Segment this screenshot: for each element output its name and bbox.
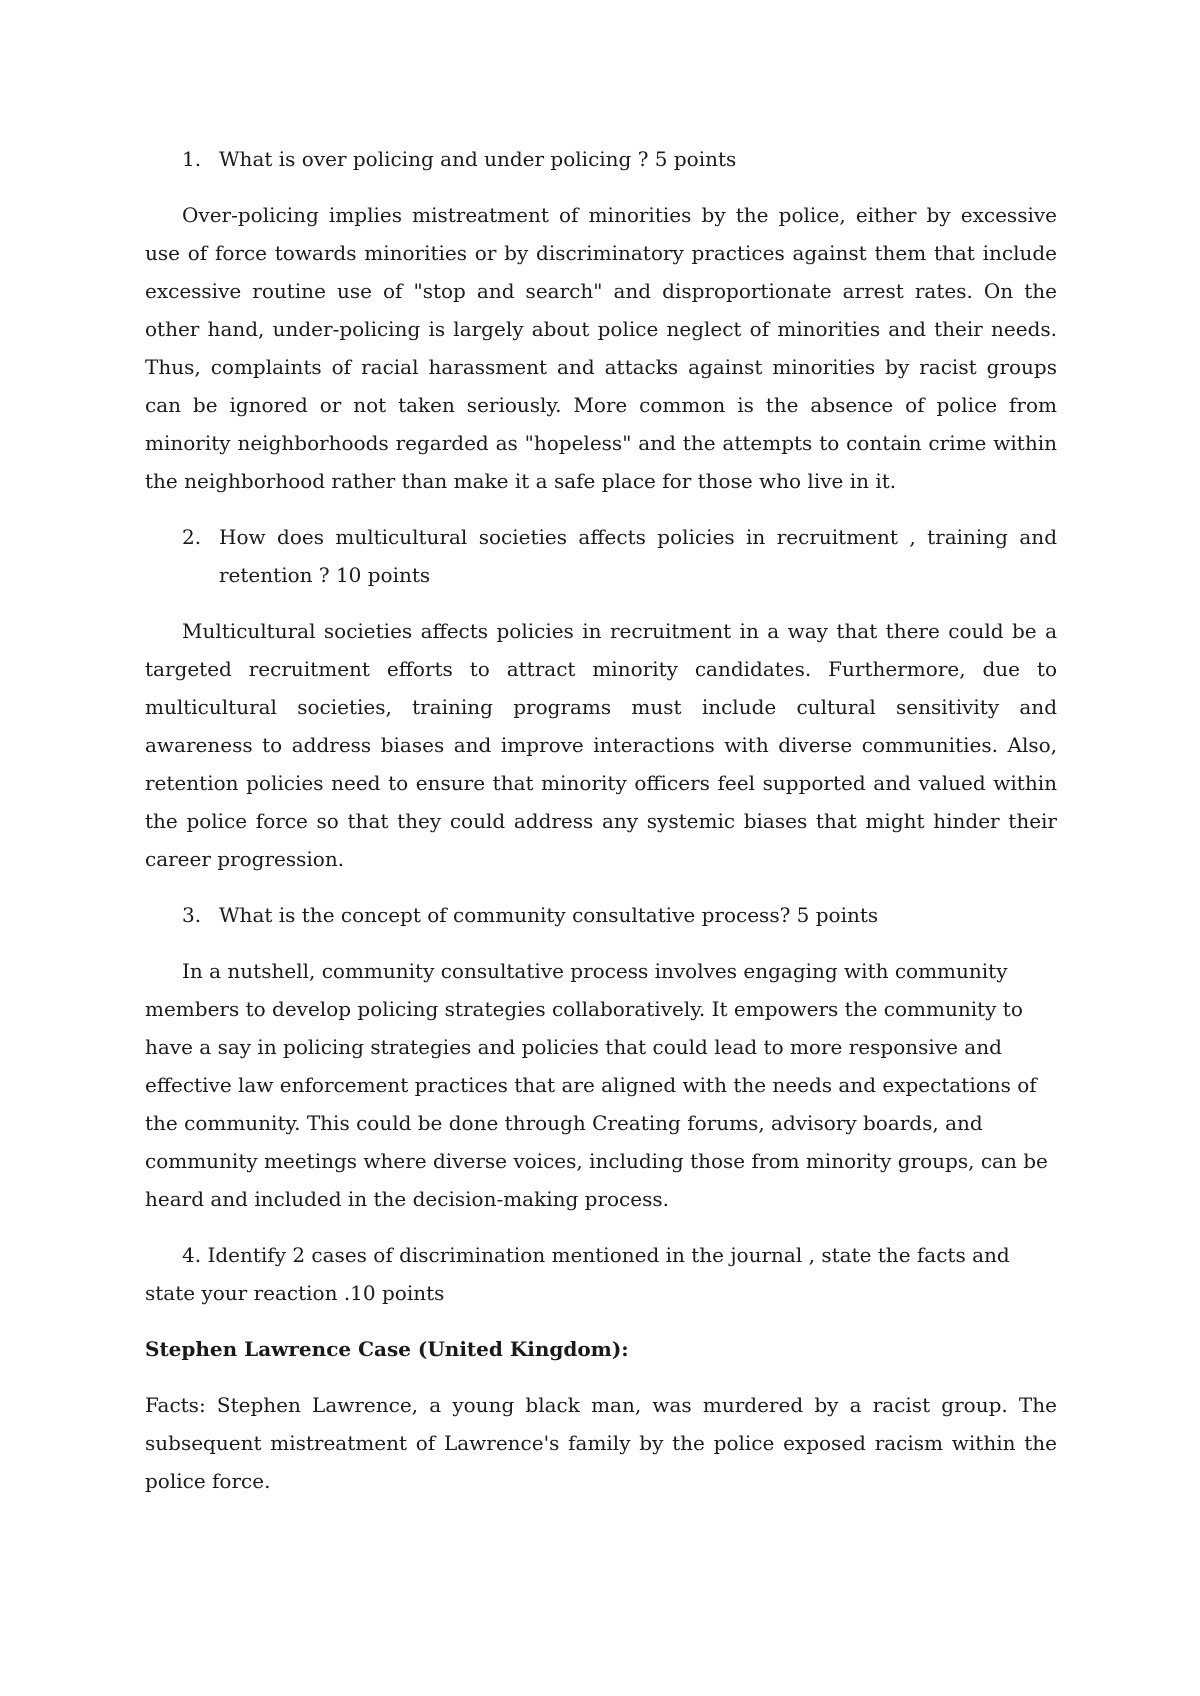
- question-4: 4. Identify 2 cases of discrimination mentioned in the journal , state the facts and state your reaction .10 points: [145, 1243, 1010, 1305]
- document-page: [145, 140, 1057, 1518]
- question-text: What is the concept of community consultative process? 5 points: [219, 903, 879, 927]
- answer-2: Multicultural societies affects policies in recruitment in a way that there could be a targeted recruitment efforts to attract minority candidates. Furthermore, due to multicultural societies, training programs must include cultural sensitivity and awareness to address biases and improve interactions with diverse communities. Also, retention policies need to ensure that minority officers feel supported and valued within the police force so that they could address any systemic biases that might hinder their career progression.: [145, 619, 1057, 871]
- question-number: 2.: [182, 525, 202, 549]
- question-text: How does multicultural societies affects policies in recruitment , training and retention ? 10 points: [219, 525, 1057, 587]
- answer-1: Over-policing implies mistreatment of minorities by the police, either by excessive use of force towards minorities or by discriminatory practices against them that include excessive routine use of "stop and search" and disproportionate arrest rates. On the other hand, under-policing is largely about police neglect of minorities and their needs. Thus, complaints of racial harassment and attacks against minorities by racist groups can be ignored or not taken seriously. More common is the absence of police from minority neighborhoods regarded as "hopeless" and the attempts to contain crime within the neighborhood rather than make it a safe place for those who live in it.: [145, 203, 1057, 493]
- question-text: What is over policing and under policing ? 5 points: [219, 147, 737, 171]
- question-number: 3.: [182, 903, 202, 927]
- case-heading: Stephen Lawrence Case (United Kingdom):: [145, 1337, 629, 1361]
- question-number: 1.: [182, 147, 202, 171]
- case-facts: Facts: Stephen Lawrence, a young black man, was murdered by a racist group. The subsequent mistreatment of Lawrence's family by the police exposed racism within the police force.: [145, 1393, 1057, 1493]
- answer-3: In a nutshell, community consultative process involves engaging with community members to develop policing strategies collaboratively. It empowers the community to have a say in policing strategies and policies that could lead to more responsive and effective law enforcement practices that are aligned with the needs and expectations of the community. This could be done through Creating forums, advisory boards, and community meetings where diverse voices, including those from minority groups, can be heard and included in the decision-making process.: [145, 959, 1048, 1211]
- question-3: [145, 896, 1057, 934]
- question-1: [145, 140, 1057, 178]
- question-2: [145, 518, 1057, 594]
